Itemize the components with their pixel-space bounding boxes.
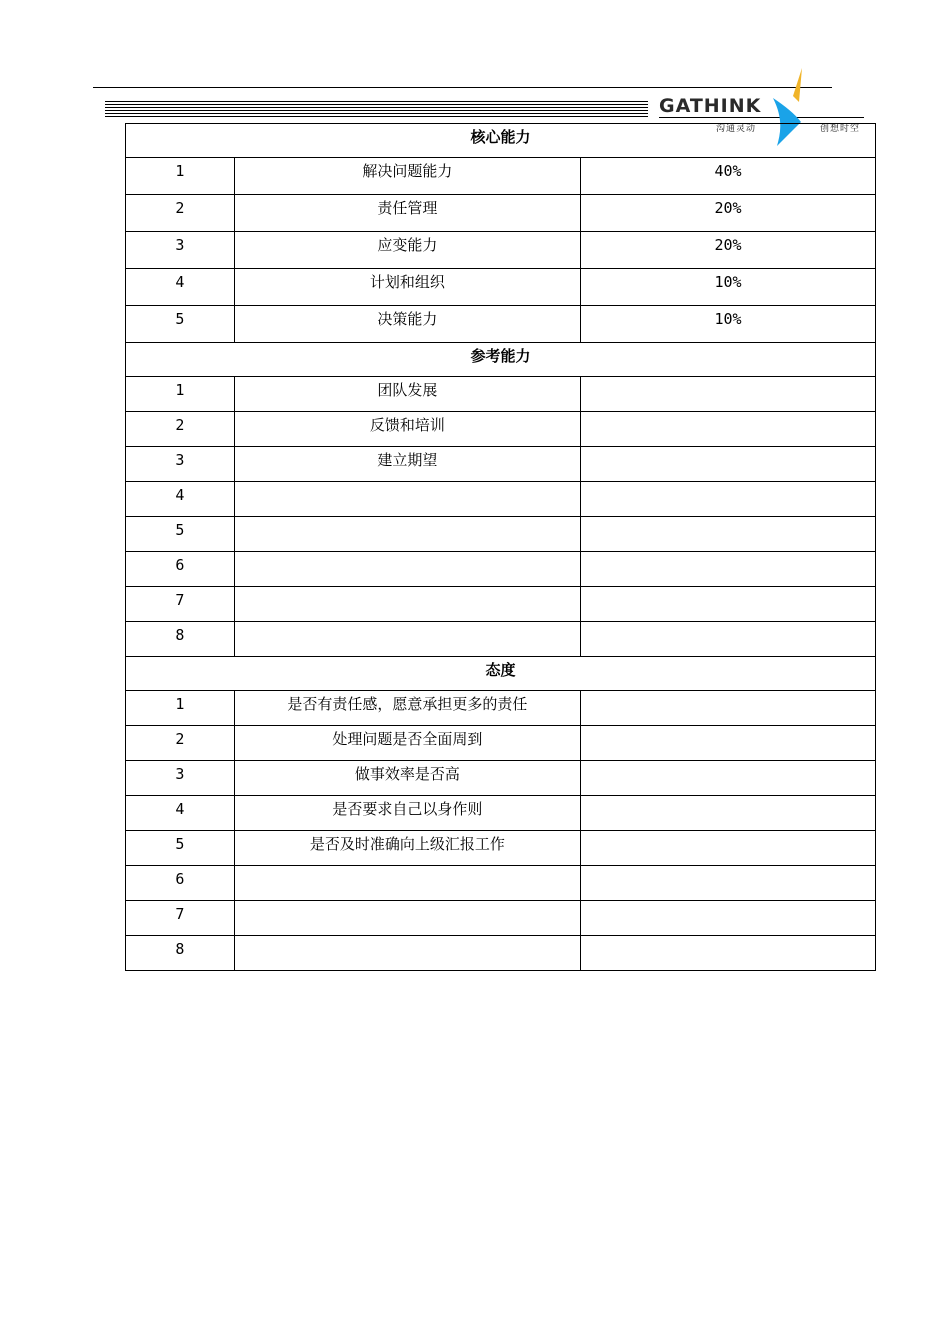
logo-rule bbox=[659, 117, 864, 118]
row-weight: 10% bbox=[581, 306, 876, 343]
table-row bbox=[126, 552, 876, 587]
table-row bbox=[126, 936, 876, 971]
row-item bbox=[234, 866, 580, 901]
table-row bbox=[126, 691, 876, 726]
table-row bbox=[126, 482, 876, 517]
row-item bbox=[234, 552, 580, 587]
row-number: 2 bbox=[126, 726, 235, 761]
row-weight bbox=[581, 412, 876, 447]
row-number: 3 bbox=[126, 761, 235, 796]
row-weight bbox=[581, 482, 876, 517]
row-weight bbox=[581, 761, 876, 796]
table-row bbox=[126, 796, 876, 831]
row-number: 3 bbox=[126, 232, 235, 269]
table-row bbox=[126, 761, 876, 796]
row-number: 1 bbox=[126, 158, 235, 195]
table-row bbox=[126, 195, 876, 232]
evaluation-table bbox=[125, 123, 876, 971]
row-item: 反馈和培训 bbox=[234, 412, 580, 447]
row-weight: 20% bbox=[581, 232, 876, 269]
row-number: 8 bbox=[126, 622, 235, 657]
slogan-left: 沟通灵动 bbox=[716, 124, 757, 134]
row-number: 5 bbox=[126, 831, 235, 866]
row-weight bbox=[581, 691, 876, 726]
row-number: 5 bbox=[126, 306, 235, 343]
row-weight: 20% bbox=[581, 195, 876, 232]
row-item: 是否有责任感，愿意承担更多的责任 bbox=[234, 691, 580, 726]
table-row bbox=[126, 412, 876, 447]
row-weight bbox=[581, 622, 876, 657]
row-weight bbox=[581, 726, 876, 761]
row-item bbox=[234, 587, 580, 622]
row-item: 应变能力 bbox=[234, 232, 580, 269]
table-row bbox=[126, 622, 876, 657]
section-header-reference bbox=[126, 343, 876, 377]
row-weight bbox=[581, 866, 876, 901]
row-weight bbox=[581, 901, 876, 936]
row-number: 2 bbox=[126, 195, 235, 232]
row-item: 决策能力 bbox=[234, 306, 580, 343]
row-number: 1 bbox=[126, 691, 235, 726]
table-row bbox=[126, 269, 876, 306]
section-title: 核心能力 bbox=[126, 124, 876, 158]
row-number: 4 bbox=[126, 482, 235, 517]
row-item bbox=[234, 622, 580, 657]
row-weight bbox=[581, 587, 876, 622]
row-number: 6 bbox=[126, 552, 235, 587]
row-weight bbox=[581, 552, 876, 587]
table-row bbox=[126, 377, 876, 412]
company-logo-text: GATHINK bbox=[659, 95, 762, 117]
row-item: 建立期望 bbox=[234, 447, 580, 482]
row-item bbox=[234, 936, 580, 971]
row-item: 是否要求自己以身作则 bbox=[234, 796, 580, 831]
row-weight: 10% bbox=[581, 269, 876, 306]
header-stripes bbox=[105, 101, 648, 118]
table-row bbox=[126, 447, 876, 482]
row-item: 是否及时准确向上级汇报工作 bbox=[234, 831, 580, 866]
table-row bbox=[126, 587, 876, 622]
header-rule bbox=[93, 87, 832, 88]
table-row bbox=[126, 158, 876, 195]
table-row bbox=[126, 901, 876, 936]
table-row bbox=[126, 831, 876, 866]
row-number: 8 bbox=[126, 936, 235, 971]
row-item: 解决问题能力 bbox=[234, 158, 580, 195]
row-number: 2 bbox=[126, 412, 235, 447]
row-item: 团队发展 bbox=[234, 377, 580, 412]
table-row bbox=[126, 232, 876, 269]
section-title: 态度 bbox=[126, 657, 876, 691]
section-title: 参考能力 bbox=[126, 343, 876, 377]
table-row bbox=[126, 866, 876, 901]
row-number: 3 bbox=[126, 447, 235, 482]
row-weight bbox=[581, 831, 876, 866]
row-weight bbox=[581, 517, 876, 552]
section-header-attitude bbox=[126, 657, 876, 691]
row-item bbox=[234, 901, 580, 936]
section-header-core bbox=[126, 124, 876, 158]
row-item: 做事效率是否高 bbox=[234, 761, 580, 796]
row-item: 责任管理 bbox=[234, 195, 580, 232]
row-number: 5 bbox=[126, 517, 235, 552]
row-number: 6 bbox=[126, 866, 235, 901]
row-number: 4 bbox=[126, 796, 235, 831]
row-number: 1 bbox=[126, 377, 235, 412]
row-weight bbox=[581, 796, 876, 831]
row-weight: 40% bbox=[581, 158, 876, 195]
row-number: 7 bbox=[126, 901, 235, 936]
table-row bbox=[126, 306, 876, 343]
row-weight bbox=[581, 936, 876, 971]
row-item: 计划和组织 bbox=[234, 269, 580, 306]
row-number: 7 bbox=[126, 587, 235, 622]
row-item bbox=[234, 482, 580, 517]
row-weight bbox=[581, 447, 876, 482]
row-weight bbox=[581, 377, 876, 412]
row-item bbox=[234, 517, 580, 552]
table-row bbox=[126, 517, 876, 552]
table-row bbox=[126, 726, 876, 761]
row-number: 4 bbox=[126, 269, 235, 306]
slogan-right: 创想时空 bbox=[820, 124, 861, 134]
row-item: 处理问题是否全面周到 bbox=[234, 726, 580, 761]
